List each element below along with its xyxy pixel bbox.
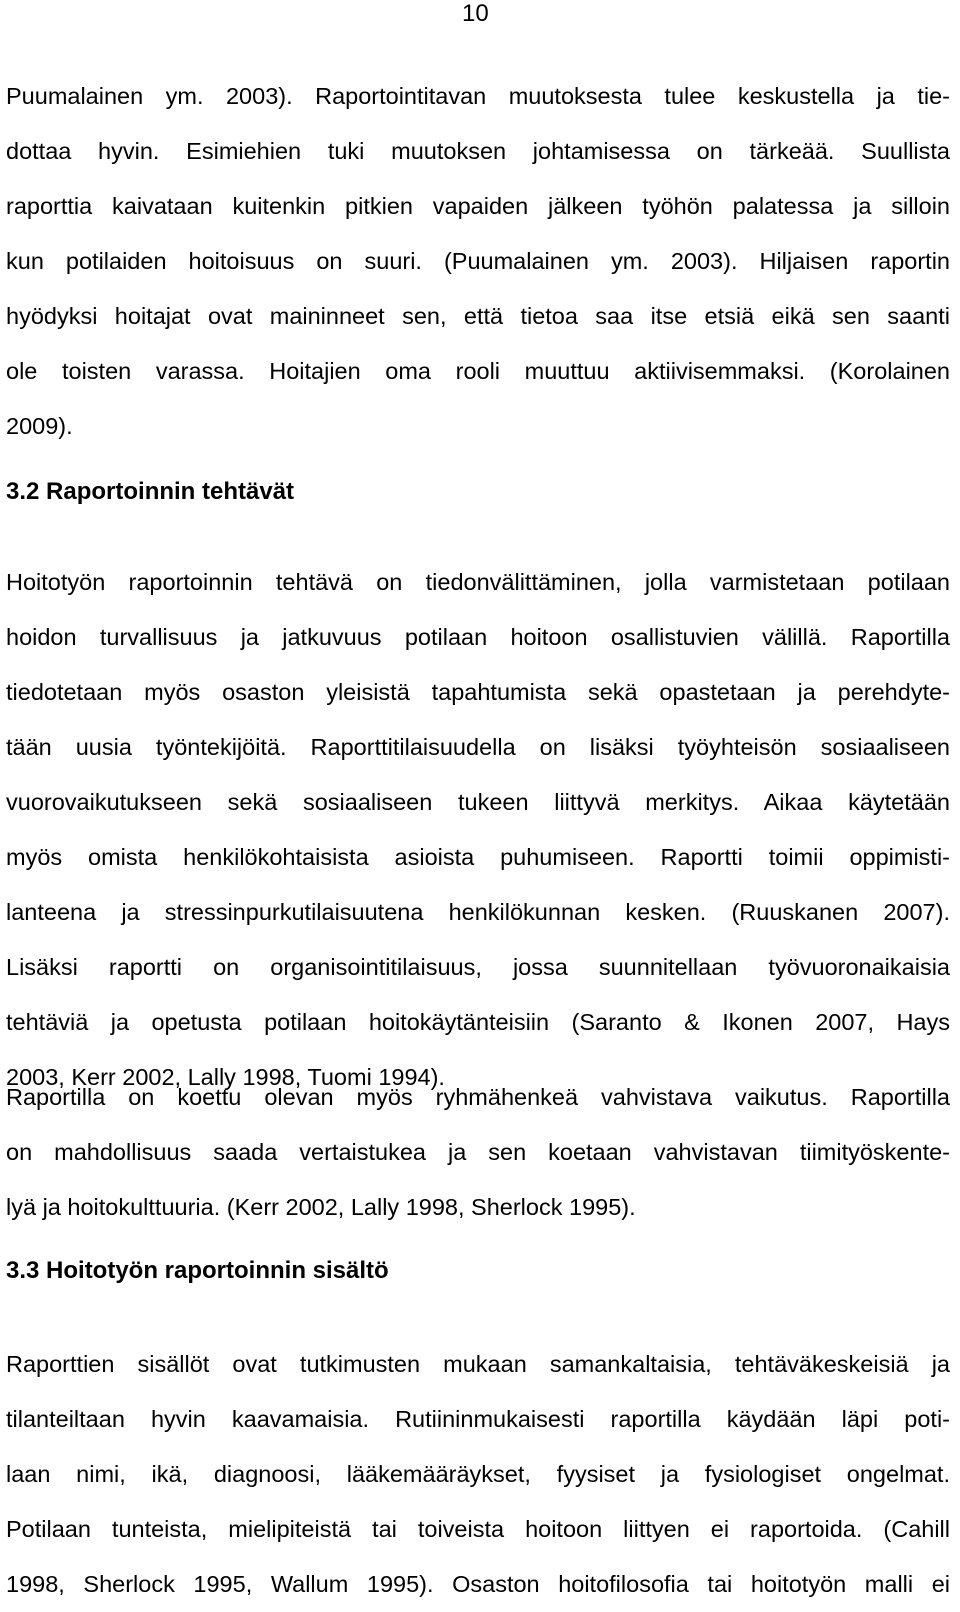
text-line: lanteena ja stressinpurkutilaisuutena henkilökunnan kesken. (Ruuskanen 2007). <box>6 899 950 925</box>
paragraph-ryhmahenki <box>6 1070 950 1235</box>
text-line: raporttia kaivataan kuitenkin pitkien vapaiden jälkeen työhön palatessa ja silloin <box>6 193 950 219</box>
section-heading-3-3: 3.3 Hoitotyön raportoinnin sisältö <box>6 1257 389 1284</box>
text-line: tilanteiltaan hyvin kaavamaisia. Rutiininmukaisesti raportilla käydään läpi poti- <box>6 1406 950 1432</box>
text-line: tehtäviä ja opetusta potilaan hoitokäytänteisiin (Saranto & Ikonen 2007, Hays <box>6 1009 950 1035</box>
text-line: tään uusia työntekijöitä. Raporttitilaisuudella on lisäksi työyhteisön sosiaaliseen <box>6 734 950 760</box>
text-line: myös omista henkilökohtaisista asioista puhumiseen. Raportti toimii oppimisti- <box>6 844 950 870</box>
text-line: ole toisten varassa. Hoitajien oma rooli muuttuu aktiivisemmaksi. (Korolainen <box>6 358 950 384</box>
paragraph-intro <box>6 69 950 454</box>
text-line: Potilaan tunteista, mielipiteistä tai toiveista hoitoon liittyen ei raportoida. (Cahill <box>6 1516 950 1542</box>
text-line: lyä ja hoitokulttuuria. (Kerr 2002, Lally 1998, Sherlock 1995). <box>6 1194 636 1220</box>
text-line: 2009). <box>6 413 73 439</box>
text-line: vuorovaikutukseen sekä sosiaaliseen tukeen liittyvä merkitys. Aikaa käytetään <box>6 789 950 815</box>
text-line: on mahdollisuus saada vertaistukea ja sen koetaan vahvistavan tiimityöskente- <box>6 1139 950 1165</box>
paragraph-raportoinnin-sisalto <box>6 1337 950 1612</box>
text-line: hyödyksi hoitajat ovat maininneet sen, että tietoa saa itse etsiä eikä sen saanti <box>6 303 950 329</box>
section-heading-3-2: 3.2 Raportoinnin tehtävät <box>6 478 295 505</box>
paragraph-raportoinnin-tehtavat <box>6 555 950 1105</box>
text-line: Puumalainen ym. 2003). Raportointitavan muutoksesta tulee keskustella ja tie- <box>6 83 950 109</box>
text-line: laan nimi, ikä, diagnoosi, lääkemääräykset, fyysiset ja fysiologiset ongelmat. <box>6 1461 950 1487</box>
text-line: Raporttien sisällöt ovat tutkimusten mukaan samankaltaisia, tehtäväkeskeisiä ja <box>6 1351 950 1377</box>
page-number: 10 <box>462 0 489 27</box>
text-line: dottaa hyvin. Esimiehien tuki muutoksen johtamisessa on tärkeää. Suullista <box>6 138 950 164</box>
text-line: Hoitotyön raportoinnin tehtävä on tiedonvälittäminen, jolla varmistetaan potilaan <box>6 569 950 595</box>
text-line: 2003, Kerr 2002, Lally 1998, Tuomi 1994). <box>6 1064 445 1090</box>
text-line: tiedotetaan myös osaston yleisistä tapahtumista sekä opastetaan ja perehdyte- <box>6 679 950 705</box>
text-line: Lisäksi raportti on organisointitilaisuus, jossa suunnitellaan työvuoronaikaisia <box>6 954 950 980</box>
text-line: Raportilla on koettu olevan myös ryhmähenkeä vahvistava vaikutus. Raportilla <box>6 1084 950 1110</box>
text-line: 1998, Sherlock 1995, Wallum 1995). Osaston hoitofilosofia tai hoitotyön malli ei <box>6 1571 950 1597</box>
text-line: hoidon turvallisuus ja jatkuvuus potilaan hoitoon osallistuvien välillä. Raportilla <box>6 624 950 650</box>
text-line: kun potilaiden hoitoisuus on suuri. (Puumalainen ym. 2003). Hiljaisen raportin <box>6 248 950 274</box>
